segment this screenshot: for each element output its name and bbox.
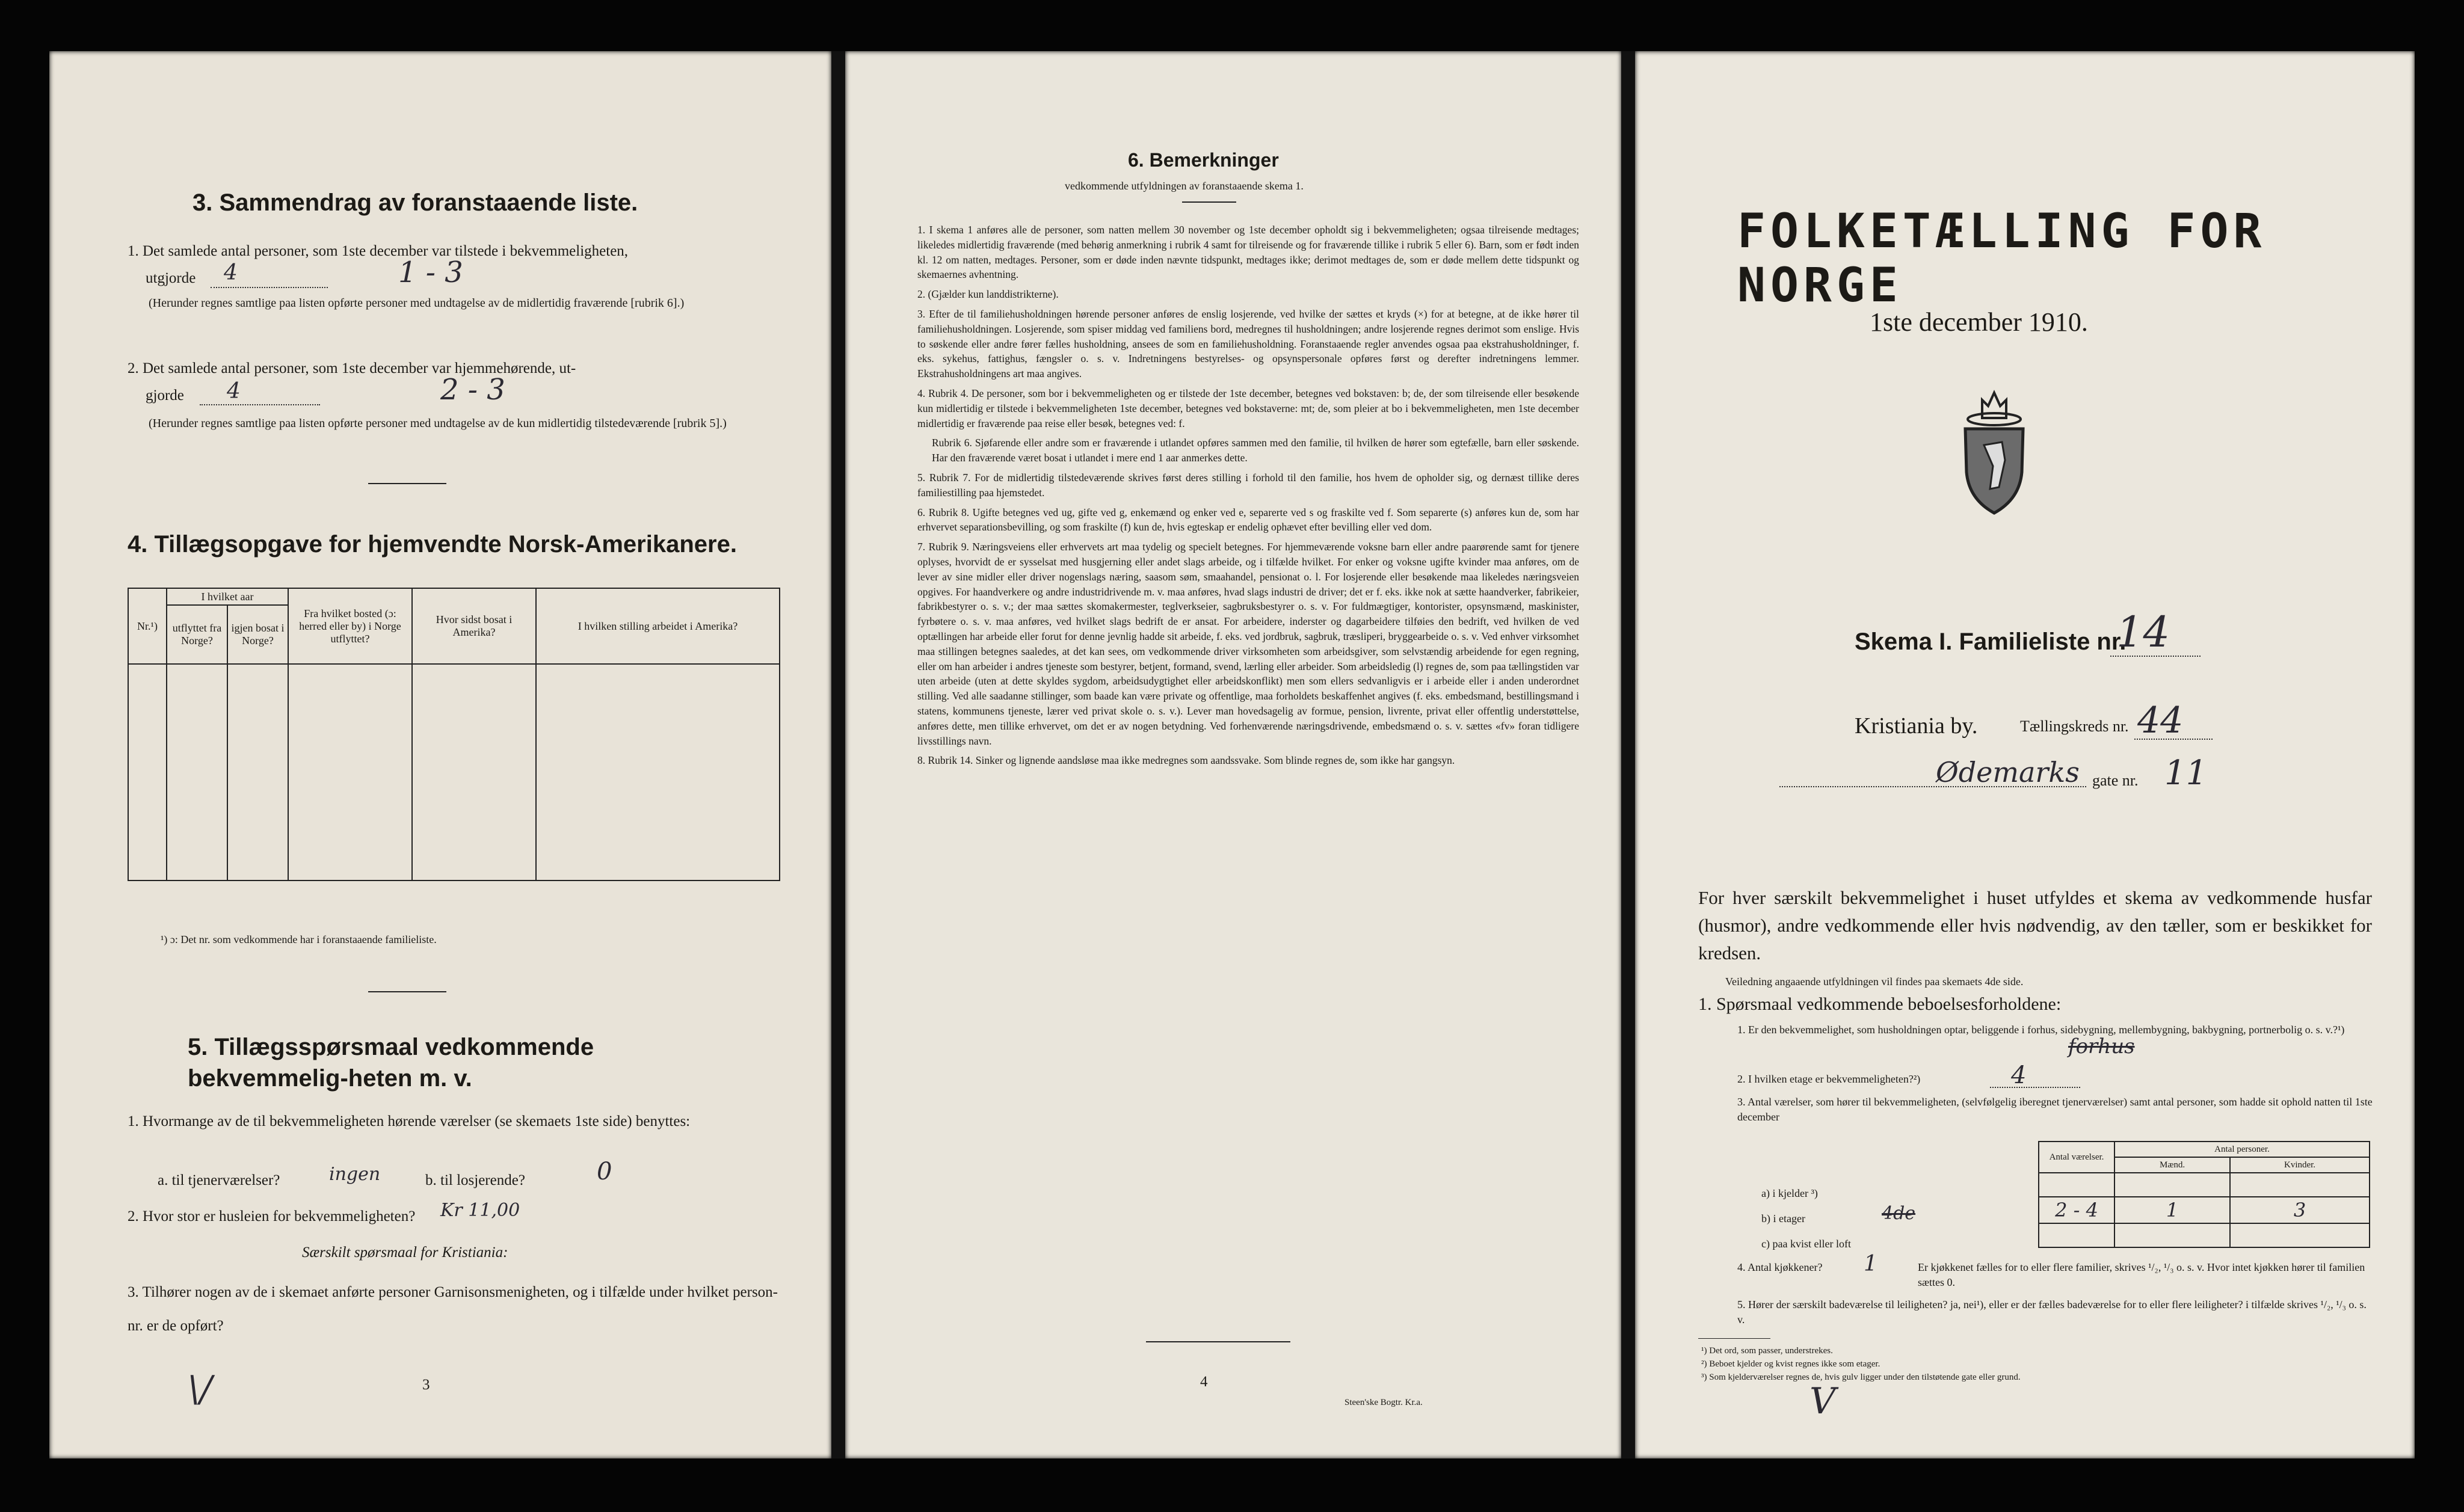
divider (1146, 1341, 1290, 1342)
page-left (49, 51, 831, 1458)
s5-q1b: b. til losjerende? (425, 1172, 525, 1188)
footnote-2: ²) Beboet kjelder og kvist regnes ikke som etager. (1701, 1359, 1880, 1369)
q4-value: 1 (1864, 1252, 1877, 1276)
section-5-title: 5. Tillægsspørsmaal vedkommende bekvemmelig-heten m. v. (188, 1034, 594, 1092)
gate-label: gate nr. (2092, 772, 2139, 789)
fold-gap (1621, 51, 1635, 1458)
table-footnote: ¹) ɔ: Det nr. som vedkommende har i foranstaaende familieliste. (161, 933, 437, 945)
table-cell (2039, 1223, 2114, 1247)
census-title: FOLKETÆLLING FOR NORGE (1737, 204, 2267, 313)
col-last-place: Hvor sidst bosat i Amerika? (412, 588, 536, 664)
page-right (1635, 51, 2415, 1458)
q1-value: forhus (2068, 1034, 2135, 1059)
col-men: Mænd. (2114, 1157, 2230, 1173)
skema-label: Skema I. Familieliste nr. (1855, 628, 2127, 655)
kreds-label: Tællingskreds nr. (2020, 718, 2129, 735)
col-nr: Nr.¹) (128, 588, 167, 664)
check-mark: \/ (188, 1368, 212, 1410)
table-cell (288, 664, 412, 880)
col-from-place: Fra hvilket bosted (ɔ: herred eller by) i Norge utflyttet? (288, 588, 412, 664)
s5-q2: 2. Hvor stor er husleien for bekvemmeligheten? (128, 1208, 416, 1225)
q2-note: (Herunder regnes samtlige paa listen opførte personer med undtagelse av de kun midlertidig tilstedeværende [rubrik 5].) (149, 417, 727, 430)
q1-line (211, 287, 328, 288)
skema-number: 14 (2116, 607, 2170, 657)
footnotes (1701, 1344, 2021, 1384)
table-cell (412, 664, 536, 880)
section-4-title: 4. Tillægsopgave for hjemvendte Norsk-Amerikanere. (128, 531, 737, 558)
remark-4: 4. Rubrik 4. De personer, som bor i bekvemmeligheten og er tilstede der 1ste december, betegnes ved bokstaven: b; de, der som tilreisende eller besøkende kun midlertidig er tilstede i bekvemmeligheten 1ste december, betegnes ved bokstaverne: mt; de, som pleier at bo i bekvemmeligheten, men 1ste december midlertidig er fraværende paa reise eller besøk, betegnes ved: f. (917, 387, 1579, 429)
q2-text: 2. I hvilken etage er bekvemmeligheten?²) (1737, 1073, 1921, 1085)
remarks-list (917, 223, 1579, 1395)
col-year-group: I hvilket aar (167, 588, 288, 605)
kreds-line (2134, 739, 2213, 740)
q4-text: 4. Antal kjøkkener? (1737, 1261, 1823, 1273)
divider (368, 991, 446, 992)
men-value: 1 (2114, 1197, 2230, 1223)
col-returned: igjen bosat i Norge? (227, 605, 288, 664)
page-number: 3 (422, 1377, 430, 1393)
remark-1: 1. I skema 1 anføres alle de personer, som natten mellem 30 november og 1ste december opholdt sig i bekvemmeligheten; ogsaa tilreisende medtages; likeledes midlertidig fraværende (med behørig anmerkning i rubrik 4 samt for tilreisende og for fraværende tillike i rubrik 5 eller 6). Barn, som er født inden kl. 12 om natten, medtages. Personer, som er døde inden nævnte tidspunkt, medtages ikke; derimot medtages de, som er døde mellem dette tidspunkt og skemaernes avhentning. (917, 224, 1579, 281)
check-mark: V (1810, 1380, 1836, 1422)
q4-rest: Er kjøkkenet fælles for to eller flere familier, skrives ¹/₂, ¹/₃ o. s. v. Hvor intet kjøkken hører til familien sættes 0. (1918, 1261, 2365, 1288)
q1-text: 1. Er den bekvemmelighet, som husholdningen optar, beliggende i forhus, sidebygning, mellembygning, bakbygning, portnerbolig o. s. v.?¹) (1737, 1024, 2345, 1036)
col-position: I hvilken stilling arbeidet i Amerika? (536, 588, 780, 664)
s5-q1a-value: ingen (329, 1164, 381, 1185)
table-cell (167, 664, 227, 880)
q1-text: 1. Det samlede antal personer, som 1ste december var tilstede i bekvemmeligheten, (128, 243, 629, 259)
divider (1182, 201, 1236, 203)
remark-3: 3. Efter de til familiehusholdningen hørende personer anføres de enslig losjerende, ved hvilke der sættes et kryds (×) for at betegne, at de ikke hører til familiehusholdningen. Losjerende, som spiser middag ved familiens bord, medregnes til husholdningen; andre losjerende regnes derimot som enslige. Hvis to søskende eller andre fører fælles husholdning, ansees de som en familiehusholdning. Foranstaaende regler anvendes ogsaa paa ekstrahusholdninger, f. eks. sykehus, fattighus, fængsler o. s. v. Indretningens bestyrelses- og opsynspersonale opføres først og derefter indretningens lemmer. Ekstrahusholdningens art maa angives. (917, 307, 1579, 380)
s5-q3: 3. Tilhører nogen av de i skemaet anførte personer Garnisonsmenigheten, og i tilfælde under hvilket person-nr. er de opført? (128, 1284, 778, 1334)
kreds-number: 44 (2137, 699, 2184, 742)
footnote-1: ¹) Det ord, som passer, understrekes. (1701, 1346, 1833, 1356)
printer-mark: Steen'ske Bogtr. Kr.a. (1344, 1398, 1423, 1407)
intro-text: For hver særskilt bekvemmelighet i huset utfyldes et skema av vedkommende husfar (husmor), andre vedkommende eller hvis nødvendig, av den tæller, som er beskikket for kredsen. (1698, 887, 2372, 963)
table-cell (2114, 1173, 2230, 1197)
remark-8: 8. Rubrik 14. Sinker og lignende aandsløse maa ikke medregnes som aandssvake. Som blinde regnes de, som ikke har gangsyn. (917, 754, 1455, 767)
census-date: 1ste december 1910. (1870, 307, 2088, 337)
row-c-label: c) paa kvist eller loft (1761, 1238, 1851, 1250)
s5-q1a: a. til tjenerværelser? (158, 1172, 280, 1188)
page-middle (845, 51, 1621, 1458)
skema-line (2110, 656, 2201, 657)
coat-of-arms-icon (1957, 382, 2032, 517)
s5-q1: 1. Hvormange av de til bekvemmeligheten hørende værelser (se skemaets 1ste side) benyttes: (128, 1113, 691, 1129)
q2-label: gjorde (146, 387, 184, 404)
kristiania-label: Kristiania by. (1855, 713, 1978, 739)
col-women: Kvinder. (2230, 1157, 2370, 1173)
q5-text: 5. Hører der særskilt badeværelse til leiligheten? ja, nei¹), eller er der fælles badeværelse for to eller flere leiligheter? i tilfælde skrives ¹/₂, ¹/₃ o. s. v. (1737, 1298, 2367, 1326)
section-3-title: 3. Sammendrag av foranstaaende liste. (192, 189, 638, 216)
q2-line (1990, 1087, 2080, 1088)
questions-title: 1. Spørsmaal vedkommende beboelsesforholdene: (1698, 994, 2062, 1014)
page-number: 4 (1200, 1374, 1208, 1390)
q2-line (200, 404, 320, 405)
table-cell (227, 664, 288, 880)
col-emigrated: utflyttet fra Norge? (167, 605, 227, 664)
col-persons: Antal personer. (2114, 1142, 2370, 1157)
row-b-value: 4de (1882, 1203, 1916, 1224)
table-cell (2230, 1173, 2370, 1197)
remarks-subtitle: vedkommende utfyldningen av foranstaaende skema 1. (1065, 180, 1304, 192)
fold-gap (831, 51, 845, 1458)
table-cell (2114, 1223, 2230, 1247)
rooms-value: 2 - 4 (2039, 1197, 2114, 1223)
q1-note: (Herunder regnes samtlige paa listen opførte personer med undtagelse av de midlertidig fraværende [rubrik 6].) (149, 297, 685, 310)
remark-6: 6. Rubrik 8. Ugifte betegnes ved ug, gifte ved g, enkemænd og enker ved e, separerte ved s og fraskilte ved f. Som separerte (s) anføres kun de, som har erhvervet separationsbevilling, og som fraskilte (f) kun de, hvis egteskap er endelig ophævet efter bevilling eller ved dom. (917, 506, 1579, 533)
table-cell (128, 664, 167, 880)
col-rooms: Antal værelser. (2039, 1142, 2114, 1173)
q1-label: utgjorde (146, 270, 196, 286)
guidance-text: Veiledning angaaende utfyldningen vil findes paa skemaets 4de side. (1725, 976, 2024, 988)
q2-value: 4 (227, 379, 241, 404)
gate-number: 11 (2164, 754, 2208, 793)
q1-extra: 1 - 3 (398, 256, 463, 289)
q2-extra: 2 - 3 (440, 373, 505, 407)
footnote-3: ³) Som kjelderværelser regnes de, hvis gulv ligger under den tilstøtende gate eller grund. (1701, 1372, 2021, 1382)
street-name: Ødemarks (1936, 756, 2080, 788)
q2-value: 4 (2011, 1062, 2027, 1089)
s5-special: Særskilt spørsmaal for Kristiania: (302, 1244, 508, 1261)
s5-q2-value: Kr 11,00 (440, 1200, 520, 1221)
remark-2: 2. (Gjælder kun landdistrikterne). (917, 288, 1059, 301)
divider (368, 483, 446, 484)
remark-5: 5. Rubrik 7. For de midlertidig tilstedeværende skrives først deres stilling i forhold til den familie, hos hvem de opholder sig, og dernæst tillike deres familiestilling paa hjemstedet. (917, 471, 1579, 499)
row-a-label: a) i kjelder ³) (1761, 1187, 1818, 1199)
table-cell (2039, 1173, 2114, 1197)
remark-rubrik-6: Rubrik 6. Sjøfarende eller andre som er fraværende i utlandet opføres sammen med den familie, til hvilken de hører som egtefælle, barn eller søskende. Har den fraværende været bosat i utlandet i mere end 1 aar anmerkes dette. (932, 437, 1579, 464)
q1-value: 4 (224, 260, 238, 285)
divider (1698, 1338, 1770, 1339)
row-b-label: b) i etager (1761, 1212, 1805, 1225)
remark-7: 7. Rubrik 9. Næringsveiens eller erhvervets art maa tydelig og specielt betegnes. For hjemmeværende voksne barn eller andre paarørende samt for tjenere oplyses, hvorvidt de er sysselsat med husgjerning eller andet slags arbeide, og i tilfælde hvilket. For enker og voksne ugifte kvinder maa anføres, om de lever av sine midler eller driver nogenslags næring, saasom søm, smaahandel, pensionat o. l. For losjerende eller besøkende maa likeledes næringsveien opgives. For haandverkere og andre industridrivende m. v. maa anføres, hvad slags industri de driver; det er f. eks. ikke nok at sætte haandverker, fabrikeier, fabrikbestyrer o. s. v.; der maa sættes skomakermester, teglverkseier, sagbruksbestyrer o. s. v. For fuldmægtiger, kontorister, opsynsmænd, maskinister, fyrbøtere o. s. v. maa anføres, ved hvilket slags bedrift de er ansat. For arbeidere, inderster og dagarbeidere tilføies den bedrift, ved hvilken de ved optællingen har arbeide eller forut for denne jevnlig hadde sit arbeide, f. eks. ved jordbruk, sagbruk, træsliperi, bryggearbeide o. s. v. Ved enhver virksomhet maa stillingen betegnes saaledes, at det kan sees, om vedkommende driver virksomheten som arbeidsgiver, som selvstændig arbeidende for egen regning, eller om han arbeider i andres tjeneste som bestyrer, betjent, formand, svend, lærling eller arbeider. Som arbeidsledig (l) regnes de, som paa tællingstiden var uten arbeide (uten at dette skyldes sygdom, arbeidsudygtighet eller arbeidskonflikt) men som ellers sedvanligvis er i arbeide eller i anden underordnet stilling. Ved alle saadanne stillinger, som baade kan være private og offentlige, maa forholdets beskaffenhet angives (f. eks. embedsmand, bestillingsmand i statens, kommunens tjeneste, lærer ved privat skole o. s. v.). Lever man hovedsagelig av formue, pension, livrente, privat eller offentlig understøttelse, anføres dette, men tillike erhvervet, om det er av nogen betydning. Ved forhenværende næringsdrivende, embedsmænd o. s. v. sættes «fv» foran tidligere livsstillings navn. (917, 541, 1579, 747)
s5-q1b-value: 0 (597, 1158, 612, 1185)
norsk-amerikanere-table (128, 588, 780, 881)
table-cell (2230, 1223, 2370, 1247)
q3-text: 3. Antal værelser, som hører til bekvemmeligheten, (selvfølgelig iberegnet tjenerværelser) samt antal personer, som hadde sit ophold natten til 1ste december (1737, 1096, 2373, 1123)
table-cell (536, 664, 780, 880)
rooms-table (2038, 1141, 2370, 1248)
q2-text: 2. Det samlede antal personer, som 1ste december var hjemmehørende, ut- (128, 360, 576, 376)
remarks-title: 6. Bemerkninger (1128, 149, 1279, 171)
women-value: 3 (2230, 1197, 2370, 1223)
